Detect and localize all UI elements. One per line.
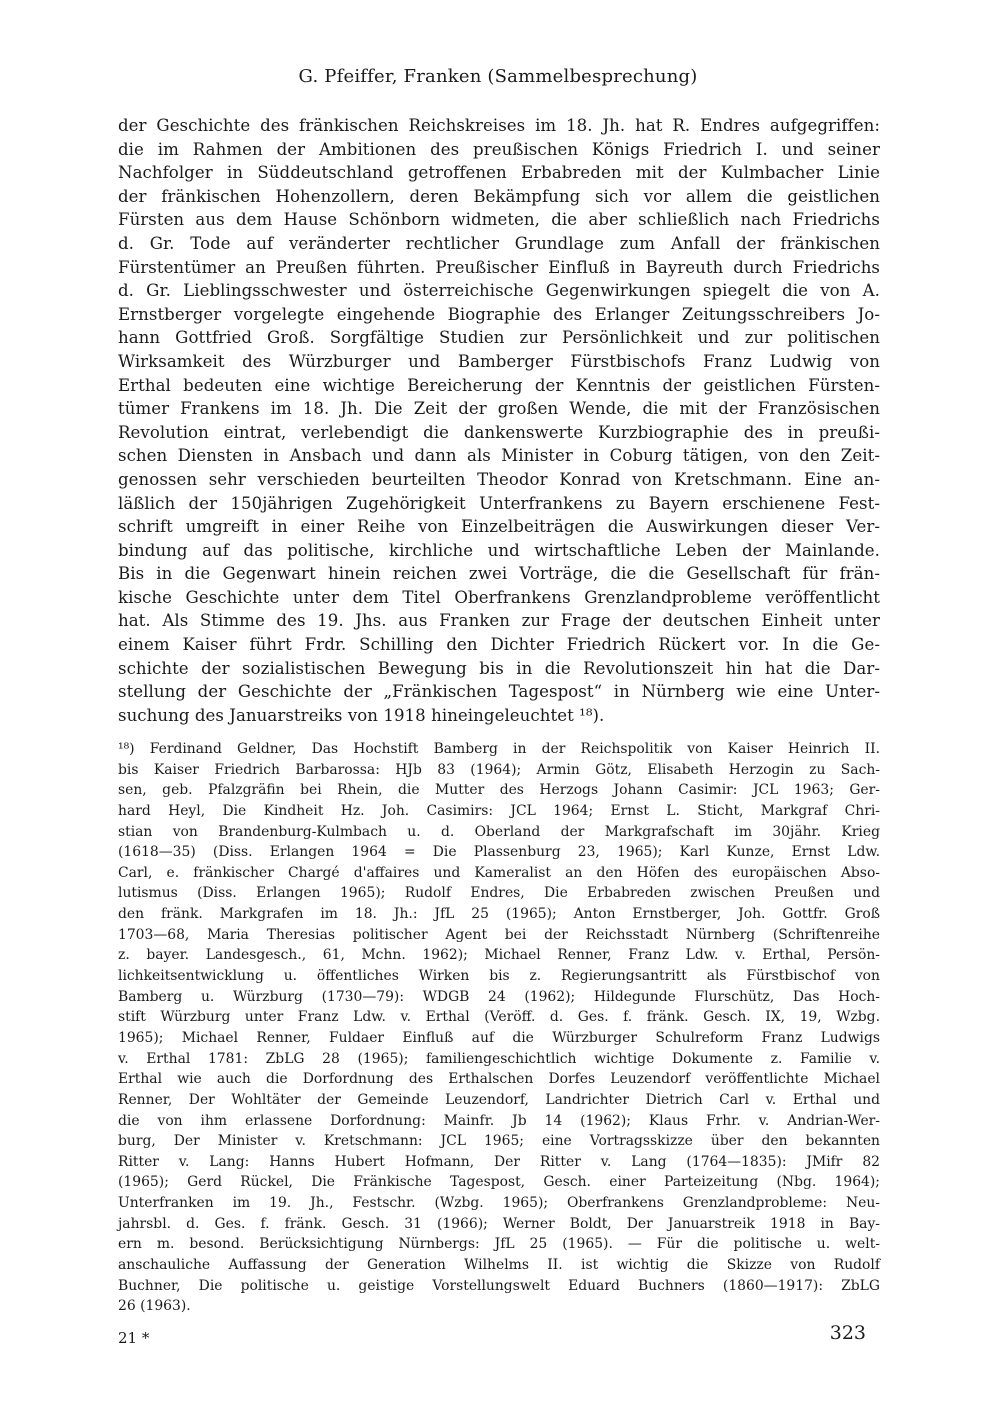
footnote-line: burg, Der Minister v. Kretschmann: JCL 1965; eine Vortragsskizze über den bekannten [118, 1133, 880, 1150]
page-number: 323 [829, 1322, 866, 1344]
body-line: genossen sehr verschieden beurteilten Theodor Konrad von Kretschmann. Eine an- [118, 469, 880, 489]
body-line: die im Rahmen der Ambitionen des preußischen Königs Friedrich I. und seiner [118, 139, 880, 159]
body-line: d. Gr. Tode auf veränderter rechtlicher Grundlage zum Anfall der fränkischen [118, 233, 880, 253]
footnotes [118, 739, 880, 1317]
body-line: stellung der Geschichte der „Fränkischen Tagespost“ in Nürnberg wie eine Unter- [118, 682, 880, 702]
body-line: kische Geschichte unter dem Titel Oberfrankens Grenzlandprobleme veröffentlicht [118, 587, 880, 607]
body-line: Wirksamkeit des Würzburger und Bamberger Fürstbischofs Franz Ludwig von [118, 351, 880, 371]
footnote-line: (1965); Gerd Rückel, Die Fränkische Tagespost, Gesch. einer Parteizeitung (Nbg. 1964); [118, 1174, 880, 1191]
body-line: hann Gottfried Groß. Sorgfältige Studien zur Persönlichkeit und zur politischen [118, 328, 880, 348]
footnote-line: Erthal wie auch die Dorfordnung des Erthalschen Dorfes Leuzendorf veröffentlichte Michael [118, 1071, 880, 1088]
body-line: Fürstentümer an Preußen führten. Preußischer Einfluß in Bayreuth durch Friedrichs [118, 257, 880, 277]
body-line: der fränkischen Hohenzollern, deren Bekämpfung sich vor allem die geistlichen [118, 186, 880, 206]
body-line: Ernstberger vorgelegte eingehende Biographie des Erlanger Zeitungsschreibers Jo- [118, 304, 880, 324]
body-line: d. Gr. Lieblingsschwester und österreichische Gegenwirkungen spiegelt die von A. [118, 281, 880, 301]
signature-mark: 21 * [118, 1329, 150, 1347]
body-line: der Geschichte des fränkischen Reichskreises im 18. Jh. hat R. Endres aufgegriffen: [118, 116, 880, 135]
footnote-line: den fränk. Markgrafen im 18. Jh.: JfL 25 (1965); Anton Ernstberger, Joh. Gottfr. Groß [118, 906, 880, 923]
footnote-line: (1618—35) (Diss. Erlangen 1964 = Die Plassenburg 23, 1965); Karl Kunze, Ernst Ldw. [118, 844, 880, 861]
footnote-line: stian von Brandenburg-Kulmbach u. d. Oberland der Markgrafschaft im 30jähr. Krieg [118, 823, 880, 840]
footnote-line: z. bayer. Landesgesch., 61, Mchn. 1962); Michael Renner, Franz Ldw. v. Erthal, Persön- [118, 947, 880, 964]
footnote-line: Carl, e. fränkischer Chargé d'affaires und Kameralist an den Höfen des europäischen Abso- [118, 864, 880, 881]
body-line: Revolution eintrat, verlebendigt die dankenswerte Kurzbiographie des in preußi- [118, 422, 880, 442]
body-line: Erthal bedeuten eine wichtige Bereicherung der Kenntnis der geistlichen Fürsten- [118, 375, 880, 395]
body-line: schrift umgreift in einer Reihe von Einzelbeiträgen die Auswirkungen dieser Ver- [118, 517, 880, 537]
footnote-line: bis Kaiser Friedrich Barbarossa: HJb 83 (1964); Armin Götz, Elisabeth Herzogin zu Sach- [118, 761, 880, 778]
body-line: hat. Als Stimme des 19. Jhs. aus Franken zur Frage der deutschen Einheit unter [118, 611, 880, 631]
footnote-line: ern m. besond. Berücksichtigung Nürnbergs: JfL 25 (1965). — Für die politische u. welt- [118, 1236, 880, 1253]
footnote-line: stift Würzburg unter Franz Ldw. v. Erthal (Veröff. d. Ges. f. fränk. Gesch. IX, 19, Wzbg. [118, 1009, 880, 1026]
body-line: Nachfolger in Süddeutschland getroffenen Erbabreden mit der Kulmbacher Linie [118, 163, 880, 183]
body-line: Bis in die Gegenwart hinein reichen zwei Vorträge, die die Gesellschaft für frän- [118, 564, 880, 584]
footnote-line: v. Erthal 1781: ZbLG 28 (1965); familiengeschichtlich wichtige Dokumente z. Familie v. [118, 1050, 880, 1067]
body-line: tümer Frankens im 18. Jh. Die Zeit der großen Wende, die mit der Französischen [118, 399, 880, 419]
footnote-line: 26 (1963). [118, 1298, 191, 1315]
footnote-line: Ritter v. Lang: Hanns Hubert Hofmann, Der Ritter v. Lang (1764—1835): JMifr 82 [118, 1153, 880, 1170]
body-line: einem Kaiser führt Frdr. Schilling den Dichter Friedrich Rückert vor. In die Ge- [118, 635, 880, 655]
body-line: Fürsten aus dem Hause Schönborn widmeten, die aber schließlich nach Friedrichs [118, 210, 880, 230]
footnote-line: hard Heyl, Die Kindheit Hz. Joh. Casimirs: JCL 1964; Ernst L. Sticht, Markgraf Chri- [118, 802, 880, 819]
footnote-line: 1965); Michael Renner, Fuldaer Einfluß auf die Würzburger Schulreform Franz Ludwigs [118, 1029, 880, 1046]
footnote-line: ¹⁸) Ferdinand Geldner, Das Hochstift Bamberg in der Reichspolitik von Kaiser Heinrich II. [118, 741, 880, 757]
footnote-line: Renner, Der Wohltäter der Gemeinde Leuzendorf, Landrichter Dietrich Carl v. Erthal und [118, 1091, 880, 1108]
body-line: schichte der sozialistischen Bewegung bis in die Revolutionszeit hin hat die Dar- [118, 658, 880, 678]
footnote-line: 1703—68, Maria Theresias politischer Agent bei der Reichsstadt Nürnberg (Schriftenreihe [118, 926, 880, 943]
footnote-line: Unterfranken im 19. Jh., Festschr. (Wzbg. 1965); Oberfrankens Grenzlandprobleme: Neu- [118, 1195, 880, 1212]
footnote-line: anschauliche Auffassung der Generation Wilhelms II. ist wichtig die Skizze von Rudolf [118, 1257, 880, 1274]
footnote-line: jahrsbl. d. Ges. f. fränk. Gesch. 31 (1966); Werner Boldt, Der Januarstreik 1918 in Bay- [118, 1215, 880, 1232]
footnote-line: Buchner, Die politische u. geistige Vorstellungswelt Eduard Buchners (1860—1917): ZbLG [118, 1277, 880, 1294]
footnote-line: Bamberg u. Würzburg (1730—79): WDGB 24 (1962); Hildegunde Flurschütz, Das Hoch- [118, 988, 880, 1005]
footnote-line: lutismus (Diss. Erlangen 1965); Rudolf Endres, Die Erbabreden zwischen Preußen und [118, 885, 880, 902]
footnote-line: die von ihm erlassene Dorfordnung: Mainfr. Jb 14 (1962); Klaus Frhr. v. Andrian-Wer- [118, 1112, 880, 1129]
body-line: suchung des Januarstreiks von 1918 hineingeleuchtet ¹⁸). [118, 705, 605, 725]
body-text [118, 114, 880, 727]
body-line: läßlich der 150jährigen Zugehörigkeit Unterfrankens zu Bayern erschienene Fest- [118, 493, 880, 513]
footnote-line: sen, geb. Pfalzgräfin bei Rhein, die Mutter des Herzogs Johann Casimir: JCL 1963; Ger- [118, 782, 880, 799]
running-head: G. Pfeiffer, Franken (Sammelbesprechung) [298, 66, 698, 87]
body-line: bindung auf das politische, kirchliche und wirtschaftliche Leben der Mainlande. [118, 540, 880, 560]
body-line: schen Diensten in Ansbach und dann als Minister in Coburg tätigen, von den Zeit- [118, 446, 880, 466]
footnote-line: lichkeitsentwicklung u. öffentliches Wirken bis z. Regierungsantritt als Fürstbischof von [118, 968, 880, 985]
